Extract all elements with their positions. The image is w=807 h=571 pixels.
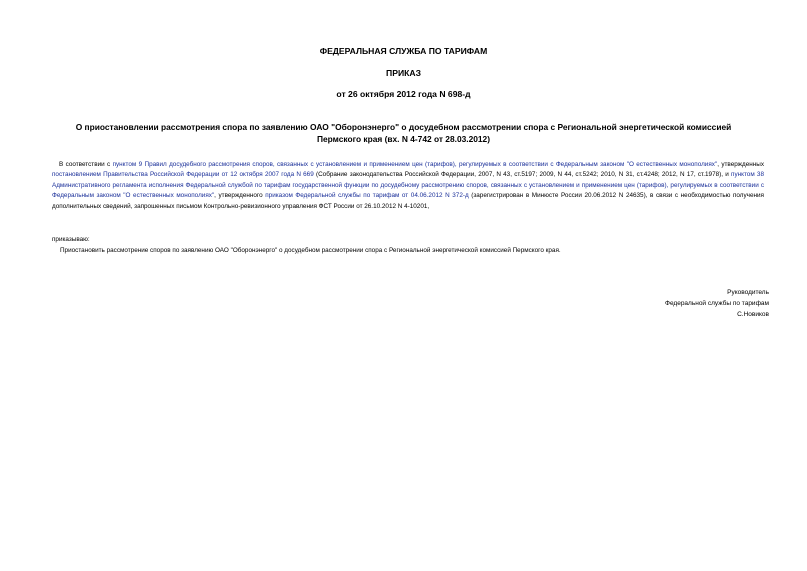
order-word: приказываю: <box>52 236 90 243</box>
link-rules-point-9[interactable]: пунктом 9 Правил досудебного рассмотрения споров, связанных с установлением и применением цен (тарифов), регулируемых в соответствии с Федеральным законом "О естественных монополиях" <box>112 161 718 168</box>
preamble-text-3: (Собрание законодательства Российской Федерации, 2007, N 43, ст.5197; 2009, N 44, ст.5242; 2010, N 31, ст.4248; 2012, N 17, ст.1978), и <box>313 171 732 179</box>
link-regulation-point-38[interactable]: пунктом 38 Административного регламента исполнения Федеральной службой по тарифам государственной функции по досудебному рассмотрению споров, связанных с установлением и применением цен (тарифов), регулируемых в соответствии с Федеральным законом "О естественных монополиях" <box>52 171 764 200</box>
order-text: Приостановить рассмотрение споров по заявлению ОАО "Оборонэнерго" о досудебном рассмотрении спора с Региональной энергетической комиссией Пермского края. <box>60 247 561 254</box>
agency-heading: ФЕДЕРАЛЬНАЯ СЛУЖБА ПО ТАРИФАМ <box>319 46 488 56</box>
document-title <box>30 121 777 145</box>
signature-block <box>665 287 769 320</box>
signature-org: Федеральной службы по тарифам <box>665 300 769 307</box>
link-fst-order-372-d[interactable]: приказом Федеральной службы по тарифам от 04.06.2012 N 372-д <box>265 192 469 200</box>
preamble-paragraph <box>52 160 764 212</box>
title-line-2: Пермского края (вх. N 4-742 от 28.03.2012) <box>316 134 491 144</box>
preamble-text-4: , утвержденного <box>214 192 266 200</box>
title-line-1: О приостановлении рассмотрения спора по заявлению ОАО "Оборонэнерго" о досудебном рассмотрении спора с Региональной энергетической комиссией <box>75 122 732 132</box>
preamble-text-5: (зарегистрирован в Минюсте России 20.06.2012 N 24635), в связи с необходимостью получения дополнительных сведений, запрошенных письмом Контрольно-ревизионного управления ФСТ России от 26.10.2012 N 4-10201, <box>52 192 764 210</box>
preamble-text-1: В соответствии с <box>59 161 113 168</box>
signature-name: С.Новиков <box>737 311 769 318</box>
doc-type-heading: ПРИКАЗ <box>386 68 421 78</box>
date-number-heading: от 26 октября 2012 года N 698-д <box>336 89 471 99</box>
preamble-text-2: , утвержденных <box>717 161 764 168</box>
signature-role: Руководитель <box>727 289 769 296</box>
link-government-resolution-669[interactable]: постановлением Правительства Российской Федерации от 12 октября 2007 года N 669 <box>52 171 314 179</box>
